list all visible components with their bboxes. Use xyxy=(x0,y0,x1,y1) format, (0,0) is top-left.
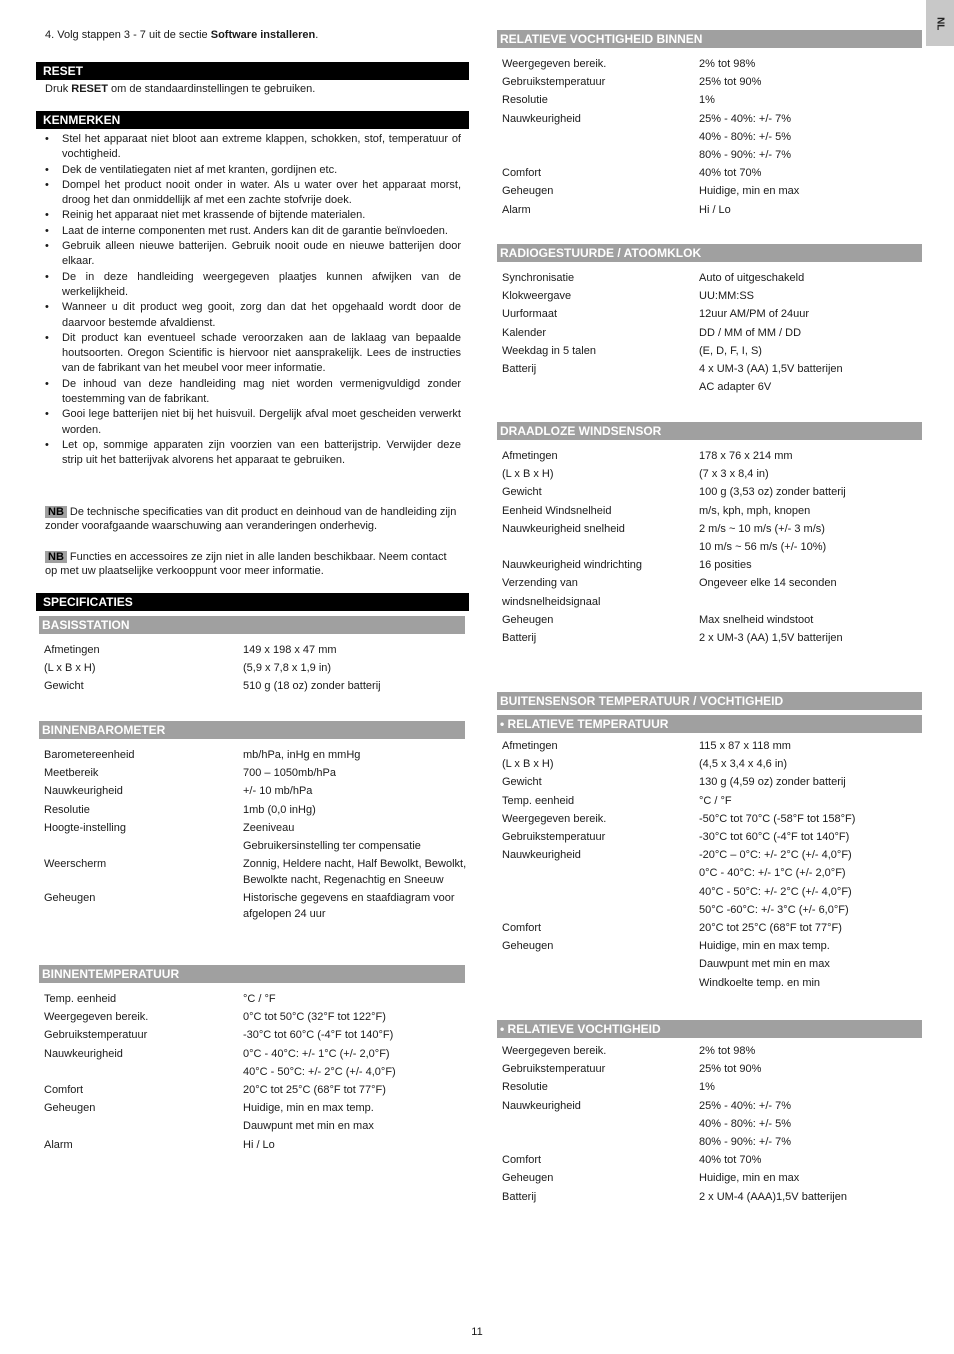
spec-row xyxy=(502,1042,922,1060)
spec-row xyxy=(502,755,922,773)
spec-value: 130 g (4,59 oz) zonder batterij xyxy=(699,776,846,789)
list-item: • Wanneer u dit product weg gooit, zorg dan dat het opgehaald wordt door de daarvoor bestemde afvaldienst. xyxy=(43,300,461,331)
spec-value: 50°C -60°C: +/- 3°C (+/- 6,0°F) xyxy=(699,903,849,916)
spec-label: Weergegeven bereik. xyxy=(502,1045,607,1057)
note-1-text: De technische specificaties van dit product en deinhoud van de handleiding zijn zonder voorafgaande waarschuwing aan veranderingen onderhevig. xyxy=(45,506,457,532)
language-tab xyxy=(926,0,954,46)
list-item: • Stel het apparaat niet bloot aan extreme klappen, schokken, stof, temperatuur of vochtigheid. xyxy=(43,132,461,163)
spec-row xyxy=(502,773,922,791)
spec-label: Comfort xyxy=(502,1154,542,1167)
spec-row xyxy=(502,1151,922,1169)
note-2-label: NB xyxy=(45,551,67,563)
spec-row xyxy=(502,810,922,828)
spec-row xyxy=(502,792,922,810)
vocht-binnen-heading: RELATIEVE VOCHTIGHEID BINNEN xyxy=(497,30,922,48)
buiten-temp-heading: • RELATIEVE TEMPERATUUR xyxy=(497,715,922,733)
spec-value: Dauwpunt met min en max xyxy=(699,958,830,971)
spec-label: Temp. eenheid xyxy=(502,794,575,807)
spec-row xyxy=(502,937,922,955)
spec-row xyxy=(502,182,922,200)
install-step xyxy=(36,28,469,43)
spec-label: Resolutie xyxy=(502,94,548,107)
spec-label: Weergegeven bereik. xyxy=(502,58,607,70)
spec-label xyxy=(502,538,699,556)
spec-row xyxy=(44,677,469,695)
binnentemperatuur-specs xyxy=(36,990,469,1154)
spec-value: (E, D, F, I, S) xyxy=(699,344,762,357)
spec-row xyxy=(502,1133,922,1151)
spec-row xyxy=(44,1136,469,1154)
spec-row xyxy=(502,629,922,647)
spec-label: Nauwkeurigheid windrichting xyxy=(502,559,643,572)
spec-value: 115 x 87 x 118 mm xyxy=(699,740,791,752)
reset-heading: RESET xyxy=(36,62,469,80)
spec-value: 40% tot 70% xyxy=(699,167,762,180)
spec-label: Gewicht xyxy=(502,776,542,789)
spec-label xyxy=(502,146,699,164)
spec-label xyxy=(502,901,699,919)
vocht-binnen-specs xyxy=(497,55,922,219)
spec-label: Resolutie xyxy=(502,1081,548,1094)
spec-label: Gebruikstemperatuur xyxy=(502,1063,606,1076)
spec-row xyxy=(502,360,922,378)
spec-row xyxy=(502,447,922,465)
install-step-prefix: 4. Volg stappen 3 - 7 uit de sectie xyxy=(45,29,211,41)
spec-row xyxy=(502,502,922,520)
spec-label: Nauwkeurigheid snelheid xyxy=(502,522,625,535)
spec-value: Huidige, min en max xyxy=(699,185,800,198)
spec-value: °C / °F xyxy=(243,993,276,1005)
spec-label: Alarm xyxy=(502,203,531,216)
spec-label: Eenheid Windsnelheid xyxy=(502,504,612,517)
spec-value: DD / MM of MM / DD xyxy=(699,326,802,339)
spec-value: Historische gegevens en staafdiagram voor afgelopen 24 uur xyxy=(243,892,455,921)
list-item: • Reinig het apparaat niet met krassende of bijtende materialen. xyxy=(43,208,461,223)
spec-row xyxy=(502,883,922,901)
spec-row xyxy=(502,110,922,128)
list-item: • Dompel het product nooit onder in water. Als u water over het apparaat morst, droog het dan onmiddellijk af met een zachte stofvrije doek. xyxy=(43,178,461,209)
spec-value: 16 posities xyxy=(699,559,752,572)
spec-row xyxy=(502,1115,922,1133)
binnentemperatuur-heading: BINNENTEMPERATUUR xyxy=(39,965,465,983)
spec-row xyxy=(502,1169,922,1187)
spec-label: Kalender xyxy=(502,326,547,339)
basisstation-heading: BASISSTATION xyxy=(39,616,465,634)
spec-row xyxy=(502,828,922,846)
spec-label: Gebruikstemperatuur xyxy=(502,831,606,844)
spec-label: Weerscherm xyxy=(44,858,107,871)
spec-value: (5,9 x 7,8 x 1,9 in) xyxy=(243,662,332,675)
spec-row xyxy=(44,746,469,764)
list-item: • De in deze handleiding weergegeven plaatjes kunnen afwijken van de werkelijkheid. xyxy=(43,270,461,301)
radioklok-heading: RADIOGESTUURDE / ATOOMKLOK xyxy=(497,244,922,262)
spec-value: (7 x 3 x 8,4 in) xyxy=(699,468,769,481)
page-number: 11 xyxy=(471,1326,483,1338)
spec-row xyxy=(502,342,922,360)
list-item: • Laat de interne componenten met rust. Anders kan dit de garantie beïnvloeden. xyxy=(43,224,461,239)
spec-label: Gewicht xyxy=(502,486,542,499)
spec-value: 10 m/s ~ 56 m/s (+/- 10%) xyxy=(699,541,827,554)
list-item: • De inhoud van deze handleiding mag niet worden vermenigvuldigd zonder toestemming van de fabrikant. xyxy=(43,377,461,408)
spec-label: Geheugen xyxy=(502,1172,554,1185)
windsensor-specs xyxy=(497,447,922,647)
spec-row xyxy=(44,889,469,923)
spec-value: 1% xyxy=(699,1081,715,1094)
windsensor-heading: DRAADLOZE WINDSENSOR xyxy=(497,422,922,440)
spec-row xyxy=(502,556,922,574)
note-2 xyxy=(36,550,469,578)
spec-value: Huidige, min en max temp. xyxy=(699,940,830,953)
spec-label: Comfort xyxy=(44,1084,84,1097)
spec-label: Klokweergave xyxy=(502,290,572,303)
spec-value: -30°C tot 60°C (-4°F tot 140°F) xyxy=(699,831,850,844)
spec-label: Nauwkeurigheid xyxy=(502,849,581,862)
spec-value: 12uur AM/PM of 24uur xyxy=(699,308,810,321)
spec-row xyxy=(502,955,922,973)
spec-value: 4 x UM-3 (AA) 1,5V batterijen xyxy=(699,363,843,376)
spec-row xyxy=(502,846,922,864)
spec-label: Gewicht xyxy=(44,680,84,693)
spec-label: Afmetingen xyxy=(502,450,558,462)
spec-row xyxy=(502,1060,922,1078)
spec-row xyxy=(502,593,922,611)
spec-value: 2% tot 98% xyxy=(699,1045,756,1057)
spec-label: Geheugen xyxy=(502,185,554,198)
spec-label: Weergegeven bereik. xyxy=(44,1011,149,1024)
kenmerken-list xyxy=(43,132,461,469)
reset-text-bold: RESET xyxy=(71,83,108,95)
spec-label xyxy=(44,1063,243,1081)
spec-value: Zeeniveau xyxy=(243,821,295,834)
spec-label: Geheugen xyxy=(502,940,554,953)
note-1 xyxy=(36,505,469,533)
spec-row xyxy=(502,919,922,937)
spec-row xyxy=(502,91,922,109)
spec-value: 25% - 40%: +/- 7% xyxy=(699,112,792,125)
spec-row xyxy=(502,324,922,342)
spec-value: 20°C tot 25°C (68°F tot 77°F) xyxy=(243,1084,386,1097)
spec-value: 25% - 40%: +/- 7% xyxy=(699,1099,792,1112)
spec-row xyxy=(502,574,922,592)
spec-label xyxy=(44,837,243,855)
spec-value: +/- 10 mb/hPa xyxy=(243,785,313,798)
spec-value: 0°C - 40°C: +/- 1°C (+/- 2,0°F) xyxy=(243,1047,390,1060)
spec-label: Afmetingen xyxy=(502,740,558,752)
spec-label: Uurformaat xyxy=(502,308,558,321)
spec-value: 1mb (0,0 inHg) xyxy=(243,803,316,816)
spec-label: Temp. eenheid xyxy=(44,993,117,1005)
spec-row xyxy=(44,641,469,659)
spec-value: Hi / Lo xyxy=(243,1138,275,1151)
spec-value xyxy=(699,593,922,611)
spec-value: Auto of uitgeschakeld xyxy=(699,272,805,284)
spec-value: Huidige, min en max temp. xyxy=(243,1102,374,1115)
spec-label: Geheugen xyxy=(44,1102,96,1115)
install-step-suffix: . xyxy=(315,29,319,41)
spec-row xyxy=(502,146,922,164)
spec-label xyxy=(502,955,699,973)
spec-value: Hi / Lo xyxy=(699,203,731,216)
spec-label xyxy=(502,883,699,901)
list-item: • Dek de ventilatiegaten niet af met kranten, gordijnen etc. xyxy=(43,163,461,178)
spec-label: Geheugen xyxy=(502,613,554,626)
spec-row xyxy=(502,1188,922,1206)
spec-value: AC adapter 6V xyxy=(699,381,772,394)
spec-row xyxy=(502,465,922,483)
spec-value: mb/hPa, inHg en mmHg xyxy=(243,749,361,761)
spec-row xyxy=(502,269,922,287)
spec-label: windsnelheidsignaal xyxy=(502,595,601,608)
spec-row xyxy=(502,611,922,629)
radioklok-specs xyxy=(497,269,922,396)
spec-label: Nauwkeurigheid xyxy=(502,1099,581,1112)
spec-row xyxy=(44,1045,469,1063)
spec-value: 510 g (18 oz) zonder batterij xyxy=(243,680,381,693)
spec-label: Weergegeven bereik. xyxy=(502,812,607,825)
spec-value: 700 – 1050mb/hPa xyxy=(243,767,336,780)
spec-label: Synchronisatie xyxy=(502,272,575,284)
spec-label: (L x B x H) xyxy=(502,758,554,771)
spec-value: Gebruikersinstelling ter compensatie xyxy=(243,840,421,853)
spec-label: Geheugen xyxy=(44,892,96,905)
spec-row xyxy=(44,801,469,819)
spec-value: UU:MM:SS xyxy=(699,290,754,303)
spec-label xyxy=(502,974,699,992)
spec-label: Comfort xyxy=(502,922,542,935)
buiten-vocht-heading: • RELATIEVE VOCHTIGHEID xyxy=(497,1020,922,1038)
spec-value: 20°C tot 25°C (68°F tot 77°F) xyxy=(699,922,842,935)
spec-value: Ongeveer elke 14 seconden xyxy=(699,577,837,590)
spec-value: 25% tot 90% xyxy=(699,76,762,89)
spec-row xyxy=(502,1078,922,1096)
spec-row xyxy=(44,782,469,800)
spec-value: 40°C - 50°C: +/- 2°C (+/- 4,0°F) xyxy=(243,1065,396,1078)
spec-value: -50°C tot 70°C (-58°F tot 158°F) xyxy=(699,812,856,825)
spec-row xyxy=(44,837,469,855)
spec-label xyxy=(44,1117,243,1135)
specificaties-heading: SPECIFICATIES xyxy=(36,593,469,611)
spec-row xyxy=(502,901,922,919)
spec-label: Verzending van xyxy=(502,577,578,590)
kenmerken-heading: KENMERKEN xyxy=(36,111,469,129)
spec-row xyxy=(502,128,922,146)
list-item: • Let op, sommige apparaten zijn voorzien van een batterijstrip. Verwijder deze strip uit het batterijvak alvorens het apparaat te gebruiken. xyxy=(43,438,461,469)
install-step-link-text: Software installeren xyxy=(210,29,316,41)
spec-label: Comfort xyxy=(502,167,542,180)
spec-label xyxy=(502,864,699,882)
spec-row xyxy=(502,378,922,396)
spec-value: Huidige, min en max xyxy=(699,1172,800,1185)
note-2-text: Functies en accessoires ze zijn niet in alle landen beschikbaar. Neem contact op met uw plaatselijke verkooppunt voor meer informatie. xyxy=(45,551,447,577)
spec-label: Batterij xyxy=(502,632,537,645)
spec-value: 40°C - 50°C: +/- 2°C (+/- 4,0°F) xyxy=(699,885,852,898)
spec-label: Alarm xyxy=(44,1138,73,1151)
spec-row xyxy=(44,1063,469,1081)
spec-value: -30°C tot 60°C (-4°F tot 140°F) xyxy=(243,1029,394,1042)
spec-label: (L x B x H) xyxy=(44,662,96,675)
binnenbarometer-heading: BINNENBAROMETER xyxy=(39,721,465,739)
spec-row xyxy=(502,201,922,219)
list-item: • Dit product kan eventueel schade veroorzaken aan de laklaag van bepaalde houtsoorten. Oregon Scientific is hiervoor niet aansprakelijk. Lees de instructies van de fabrikant van het meubel voor meer informatie. xyxy=(43,331,461,377)
binnenbarometer-specs xyxy=(36,746,469,923)
spec-label: Hoogte-instelling xyxy=(44,821,126,834)
spec-label: Afmetingen xyxy=(44,644,100,656)
spec-row xyxy=(44,1081,469,1099)
spec-label: Nauwkeurigheid xyxy=(44,785,123,798)
spec-value: 0°C - 40°C: +/- 1°C (+/- 2,0°F) xyxy=(699,867,846,880)
spec-row xyxy=(44,1026,469,1044)
spec-value: °C / °F xyxy=(699,794,732,807)
spec-row xyxy=(44,1117,469,1135)
reset-text xyxy=(36,82,469,97)
spec-value: 0°C tot 50°C (32°F tot 122°F) xyxy=(243,1011,386,1024)
spec-row xyxy=(502,974,922,992)
spec-label: Gebruikstemperatuur xyxy=(44,1029,148,1042)
spec-label xyxy=(502,128,699,146)
buitensensor-heading: BUITENSENSOR TEMPERATUUR / VOCHTIGHEID xyxy=(497,692,922,710)
spec-label xyxy=(502,378,699,396)
spec-row xyxy=(44,819,469,837)
spec-label: Nauwkeurigheid xyxy=(502,112,581,125)
spec-row xyxy=(502,483,922,501)
spec-value: 40% tot 70% xyxy=(699,1154,762,1167)
note-1-label: NB xyxy=(45,506,67,518)
spec-value: 40% - 80%: +/- 5% xyxy=(699,1117,792,1130)
spec-label: Barometereenheid xyxy=(44,749,135,761)
buiten-temp-specs xyxy=(497,737,922,992)
spec-label xyxy=(502,1133,699,1151)
spec-label: Batterij xyxy=(502,363,537,376)
spec-value: (4,5 x 3,4 x 4,6 in) xyxy=(699,758,788,771)
spec-row xyxy=(44,659,469,677)
spec-value: 100 g (3,53 oz) zonder batterij xyxy=(699,486,846,499)
spec-label: Meetbereik xyxy=(44,767,99,780)
spec-row xyxy=(44,1008,469,1026)
spec-label: Nauwkeurigheid xyxy=(44,1047,123,1060)
spec-value: 178 x 76 x 214 mm xyxy=(699,450,793,462)
spec-row xyxy=(502,737,922,755)
language-tab-label: NL xyxy=(934,17,946,31)
spec-label: Weekdag in 5 talen xyxy=(502,344,596,357)
basisstation-specs xyxy=(36,641,469,696)
spec-value: 149 x 198 x 47 mm xyxy=(243,644,337,656)
spec-row xyxy=(44,990,469,1008)
spec-value: 2% tot 98% xyxy=(699,58,756,70)
spec-row xyxy=(502,305,922,323)
spec-row xyxy=(502,164,922,182)
spec-row xyxy=(44,855,469,889)
buiten-vocht-specs xyxy=(497,1042,922,1206)
spec-value: Zonnig, Heldere nacht, Half Bewolkt, Bewolkt, Bewolkte nacht, Regenachtig en Sneeuw xyxy=(243,858,467,887)
spec-value: -20°C – 0°C: +/- 2°C (+/- 4,0°F) xyxy=(699,849,852,862)
spec-value: 2 m/s ~ 10 m/s (+/- 3 m/s) xyxy=(699,522,825,535)
spec-value: Windkoelte temp. en min xyxy=(699,976,821,989)
spec-row xyxy=(502,73,922,91)
spec-label: Resolutie xyxy=(44,803,90,816)
spec-label: (L x B x H) xyxy=(502,468,554,481)
reset-text-pre: Druk xyxy=(45,83,72,95)
spec-value: m/s, kph, mph, knopen xyxy=(699,504,811,517)
spec-label: Gebruikstemperatuur xyxy=(502,76,606,89)
spec-value: 40% - 80%: +/- 5% xyxy=(699,130,792,143)
spec-value: Dauwpunt met min en max xyxy=(243,1120,374,1133)
spec-value: 2 x UM-4 (AAA)1,5V batterijen xyxy=(699,1190,847,1203)
spec-row xyxy=(502,287,922,305)
spec-value: 80% - 90%: +/- 7% xyxy=(699,149,792,162)
spec-label xyxy=(502,1115,699,1133)
spec-row xyxy=(502,520,922,538)
spec-label: Batterij xyxy=(502,1190,537,1203)
spec-row xyxy=(502,55,922,73)
spec-row xyxy=(44,764,469,782)
spec-value: Max snelheid windstoot xyxy=(699,613,814,626)
spec-value: 2 x UM-3 (AA) 1,5V batterijen xyxy=(699,632,843,645)
spec-value: 25% tot 90% xyxy=(699,1063,762,1076)
list-item: • Gebruik alleen nieuwe batterijen. Gebruik nooit oude en nieuwe batterijen door elkaar. xyxy=(43,239,461,270)
spec-row xyxy=(502,864,922,882)
reset-text-post: om de standaardinstellingen te gebruiken. xyxy=(107,83,316,95)
spec-row xyxy=(502,538,922,556)
list-item: • Gooi lege batterijen niet bij het huisvuil. Dergelijk afval moet gescheiden verwerkt worden. xyxy=(43,407,461,438)
spec-row xyxy=(44,1099,469,1117)
spec-value: 1% xyxy=(699,94,715,107)
spec-value: 80% - 90%: +/- 7% xyxy=(699,1136,792,1149)
spec-row xyxy=(502,1097,922,1115)
